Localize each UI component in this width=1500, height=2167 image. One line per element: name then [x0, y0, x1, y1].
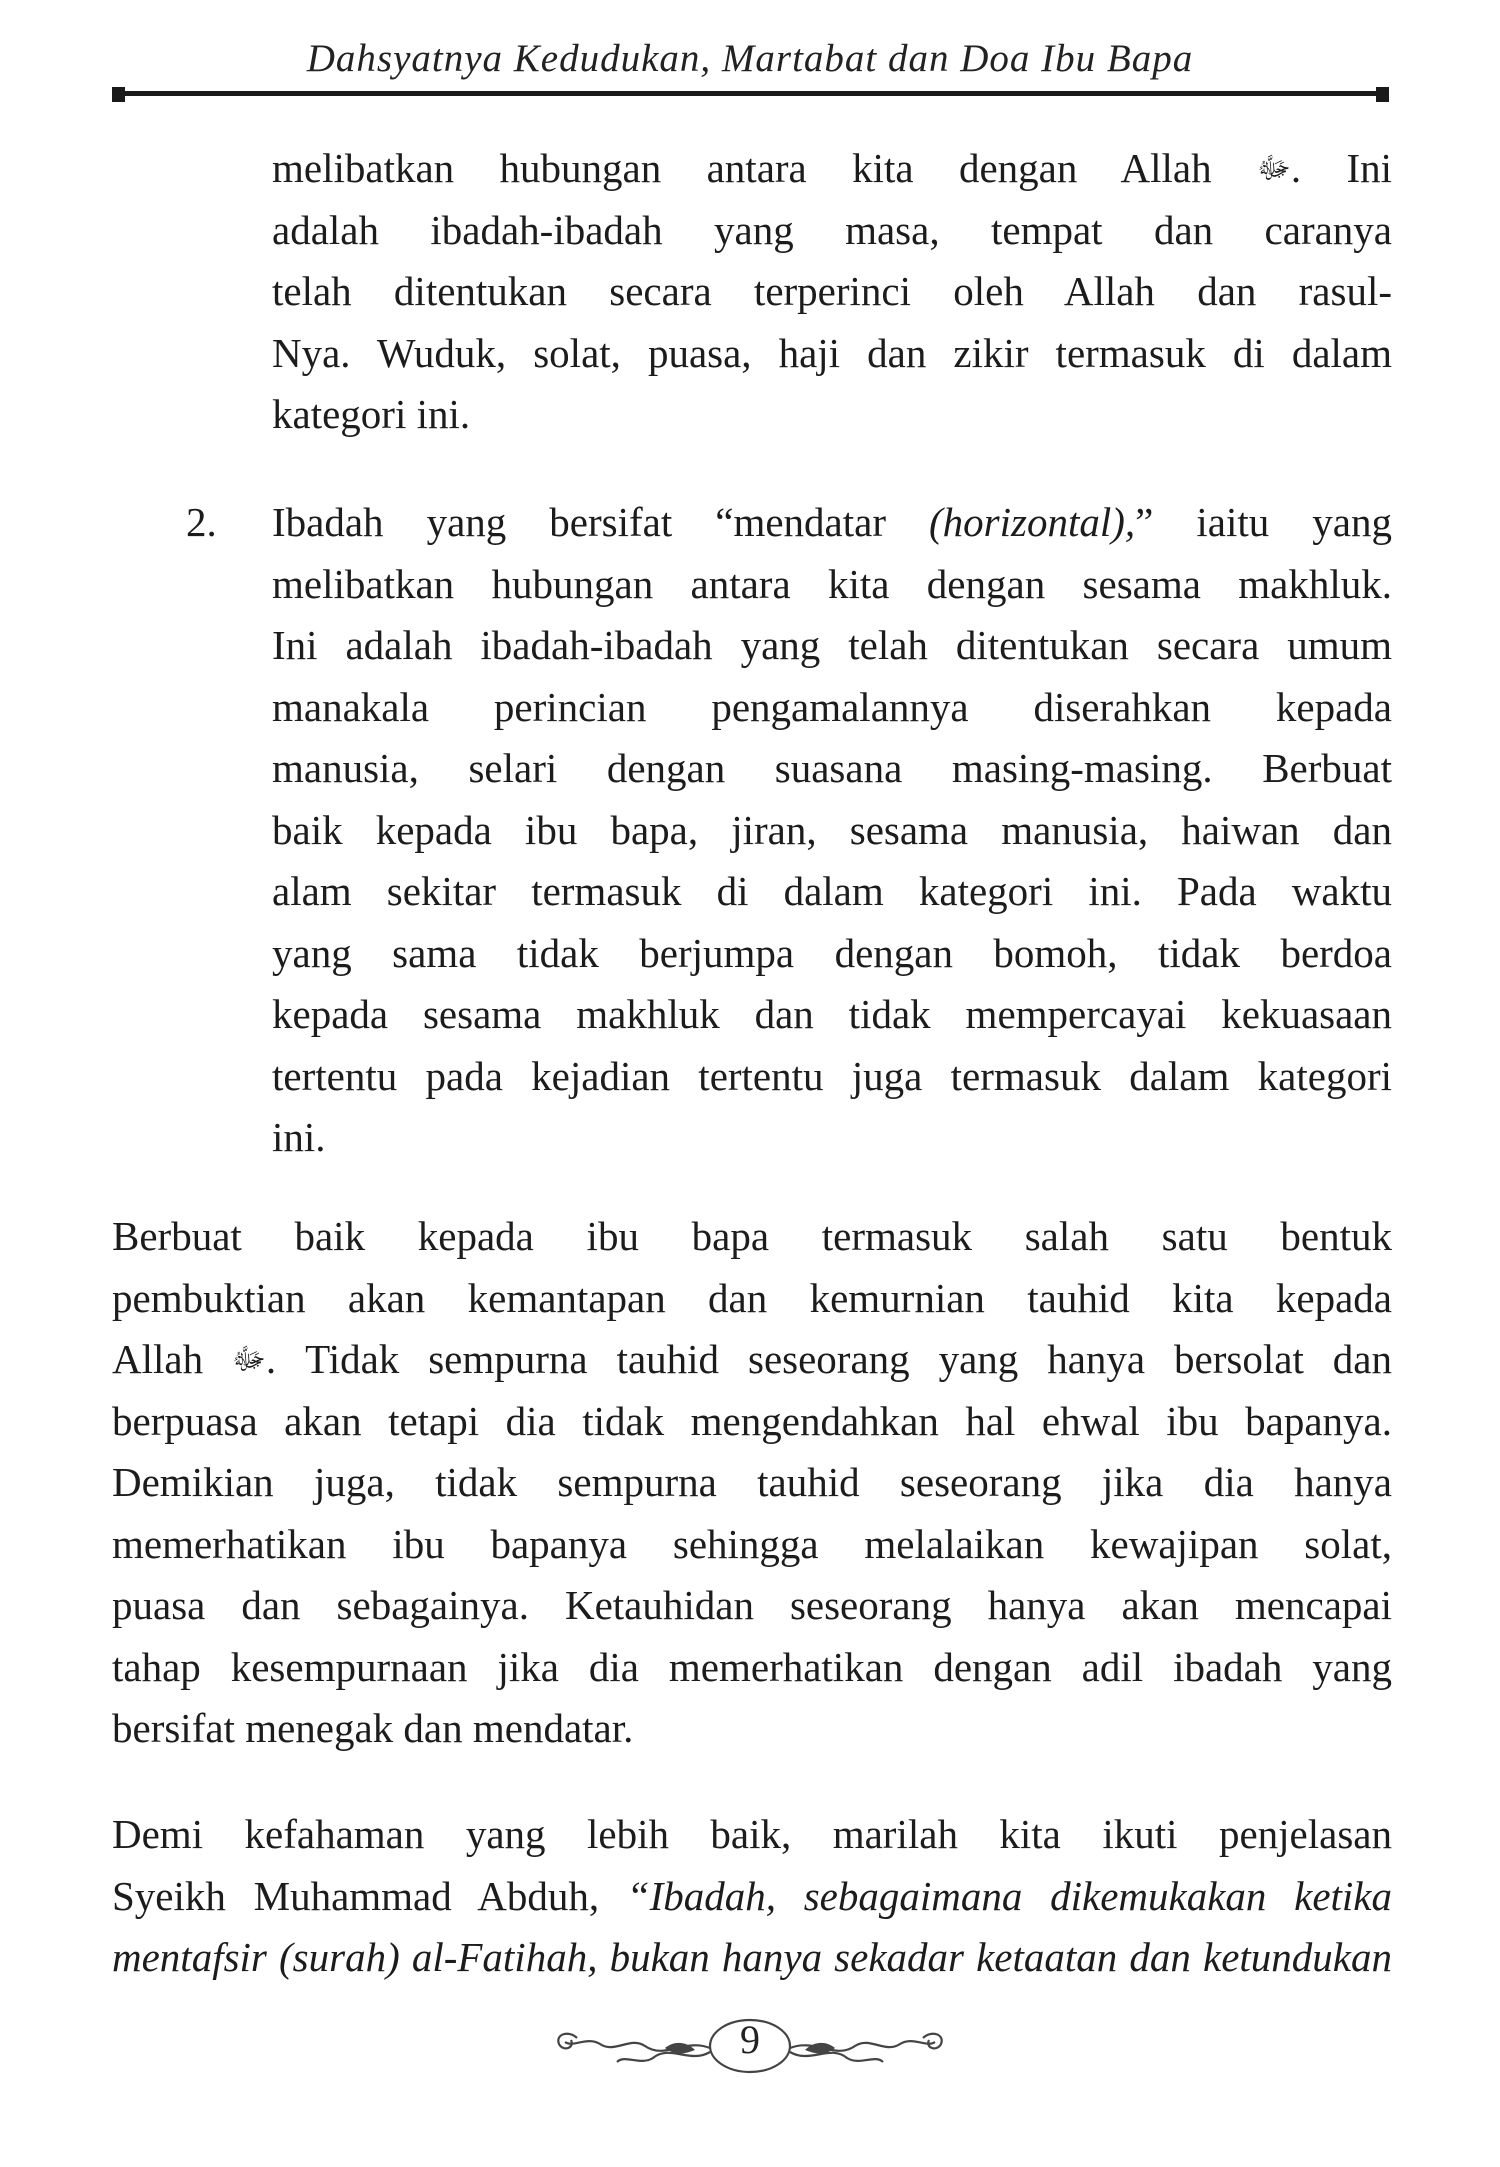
text-line: Demikian juga, tidak sempurna tauhid seseorang jika dia hanya — [112, 1459, 1392, 1505]
body-paragraph-1 — [112, 1206, 1392, 1760]
text-line: melibatkan hubungan antara kita dengan sesama makhluk. — [272, 560, 1392, 607]
text-line: Berbuat baik kepada ibu bapa termasuk salah satu bentuk — [112, 1213, 1392, 1259]
text-line: kepada sesama makhluk dan tidak mempercayai kekuasaan — [272, 991, 1392, 1037]
text-line: telah ditentukan secara terperinci oleh Allah dan rasul- — [272, 268, 1392, 314]
text-line: memerhatikan ibu bapanya sehingga melalaikan kewajipan solat, — [112, 1520, 1392, 1567]
text-line: manusia, selari dengan suasana masing-masing. Berbuat — [272, 745, 1392, 791]
header-rule-cap-right — [1376, 87, 1389, 102]
text-line: ini. — [272, 1114, 326, 1160]
running-header: Dahsyatnya Kedudukan, Martabat dan Doa Ibu Bapa — [306, 37, 1194, 80]
header-rule — [118, 91, 1384, 96]
text-line: puasa dan sebagainya. Ketauhidan seseorang hanya akan mencapai — [112, 1582, 1392, 1628]
text-line: tahap kesempurnaan jika dia memerhatikan dengan adil ibadah yang — [112, 1643, 1392, 1690]
text-line: yang sama tidak berjumpa dengan bomoh, tidak berdoa — [272, 929, 1392, 976]
list-item-1-continuation — [272, 138, 1392, 446]
text-line: alam sekitar termasuk di dalam kategori ini. Pada waktu — [272, 868, 1392, 914]
text-line: Demi kefahaman yang lebih baik, marilah kita ikuti penjelasan — [112, 1811, 1392, 1857]
allah-swt-glyph: ﷻ — [232, 1343, 266, 1376]
text-line: baik kepada ibu bapa, jiran, sesama manusia, haiwan dan — [272, 806, 1392, 853]
text-line: Ibadah yang bersifat “mendatar (horizontal),” iaitu yang — [272, 499, 1392, 545]
body-paragraph-2 — [112, 1804, 1392, 1989]
text-line: pembuktian akan kemantapan dan kemurnian tauhid kita kepada — [112, 1274, 1392, 1321]
allah-swt-glyph: ﷻ — [1256, 152, 1291, 185]
text-line: Ini adalah ibadah-ibadah yang telah ditentukan secara umum — [272, 622, 1392, 668]
page-number: 9 — [740, 2017, 760, 2062]
text-line: bersifat menegak dan mendatar. — [112, 1705, 634, 1751]
text-line: manakala perincian pengamalannya diserahkan kepada — [272, 683, 1392, 730]
text-line: tertentu pada kejadian tertentu juga termasuk dalam kategori — [272, 1052, 1392, 1099]
text-line: Allah ﷻ. Tidak sempurna tauhid seseorang yang hanya bersolat dan — [112, 1336, 1392, 1382]
text-line: Syeikh Muhammad Abduh, “Ibadah, sebagaimana dikemukakan ketika — [112, 1872, 1392, 1919]
text-line: kategori ini. — [272, 391, 471, 437]
text-line: Nya. Wuduk, solat, puasa, haji dan zikir termasuk di dalam — [272, 329, 1392, 376]
text-line: mentafsir (surah) al-Fatihah, bukan hanya sekadar ketaatan dan ketundukan — [112, 1934, 1392, 1980]
text-line: berpuasa akan tetapi dia tidak mengendahkan hal ehwal ibu bapanya. — [112, 1397, 1392, 1444]
list-item-2-number: 2. — [186, 499, 217, 545]
text-line: adalah ibadah-ibadah yang masa, tempat dan caranya — [272, 206, 1392, 253]
text-line: melibatkan hubungan antara kita dengan Allah ﷻ. Ini — [272, 145, 1392, 191]
list-item-2-text — [272, 492, 1392, 1169]
